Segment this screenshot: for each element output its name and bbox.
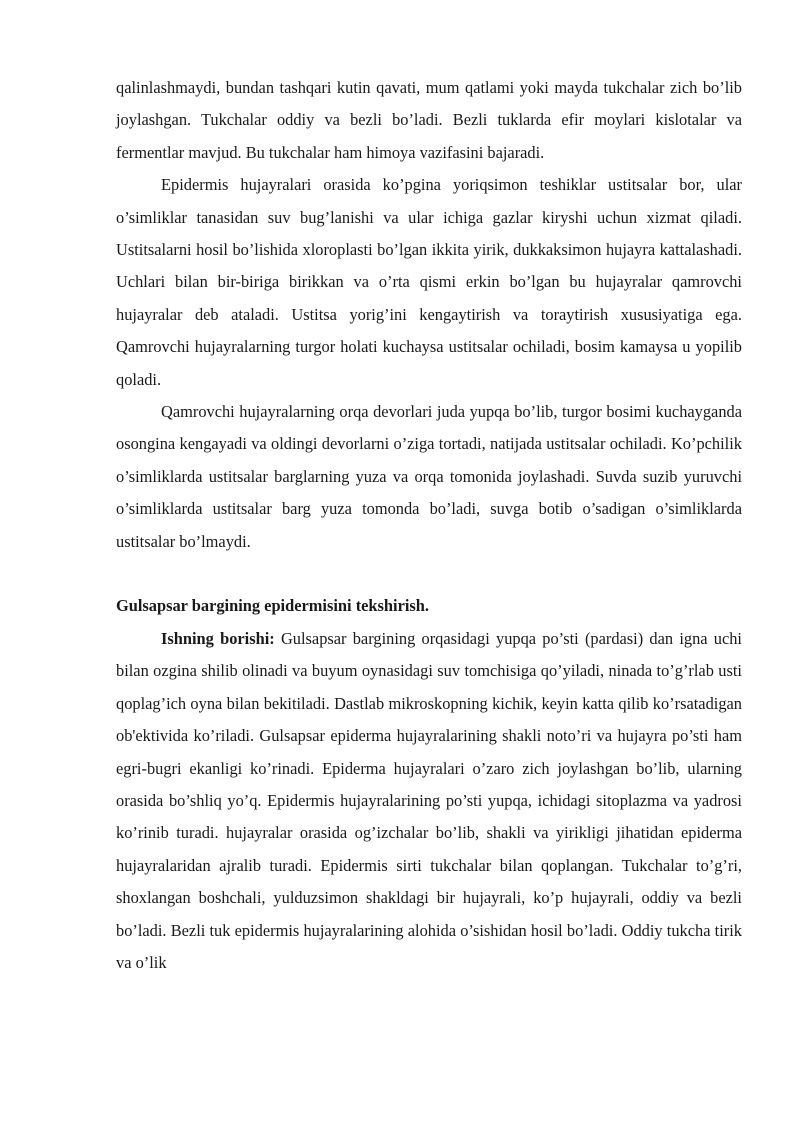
- paragraph-procedure: [116, 623, 742, 979]
- paragraph-continuation: qalinlashmaydi, bundan tashqari kutin qavati, mum qatlami yoki mayda tukchalar zich bo’lib joylashgan. Tukchalar oddiy va bezli bo’ladi. Bezli tuklarda efir moylari kislotalar va fermentlar mavjud. Bu tukchalar ham himoya vazifasini bajaradi.: [116, 78, 742, 162]
- paragraph-guard-cells: Qamrovchi hujayralarning orqa devorlari juda yupqa bo’lib, turgor bosimi kuchayganda osongina kengayadi va oldingi devorlarni o’ziga tortadi, natijada ustitsalar ochiladi. Ko’pchilik o’simliklarda ustitsalar barglarning yuza va orqa tomonida joylashadi. Suvda suzib yuruvchi o’simliklarda ustitsalar barg yuza tomonda bo’ladi, suvga botib o’sadigan o’simliklarda ustitsalar bo’lmaydi.: [116, 402, 742, 551]
- procedure-text: Gulsapsar bargining orqasidagi yupqa po’sti (pardasi) dan igna uchi bilan ozgina shilib olinadi va buyum oynasidagi suv tomchisiga qo’yiladi, ninada to’g’rlab usti qoplag’ich oyna bilan bekitiladi. Dastlab mikroskopning kichik, keyin katta qilib ko’rsatadigan ob'ektivida ko’riladi. Gulsapsar epiderma hujayralarining shakli noto’ri va hujayra po’sti ham egri-bugri ekanligi ko’rinadi. Epiderma hujayralari o’zaro zich joylashgan bo’lib, ularning orasida bo’shliq yo’q. Epidermis hujayralarining po’sti yupqa, ichidagi sitoplazma va yadrosi ko’rinib turadi. hujayralar orasida og’izchalar bo’lib, shakli va yirikligi jihatidan epiderma hujayralaridan ajralib turadi. Epidermis sirti tukchalar bilan qoplangan. Tukchalar to’g’ri, shoxlangan boshchali, yulduzsimon shakldagi bir hujayrali, ko’p hujayrali, oddiy va bezli bo’ladi. Bezli tuk epidermis hujayralarining alohida o’sishidan hosil bo’ladi. Oddiy tukcha tirik va o’lik: [116, 628, 742, 972]
- blank-line: [116, 558, 742, 590]
- document-page: [116, 72, 742, 979]
- procedure-lead-label: Ishning borishi:: [161, 628, 275, 648]
- section-heading: Gulsapsar bargining epidermisini tekshirish.: [116, 596, 430, 616]
- paragraph-epidermis-stomata: Epidermis hujayralari orasida ko’pgina yoriqsimon teshiklar ustitsalar bor, ular o’simliklar tanasidan suv bug’lanishi va ular ichiga gazlar kiryshi uchun xizmat qiladi. Ustitsalarni hosil bo’lishida xloroplasti bo’lgan ikkita yirik, dukkaksimon hujayra kattalashadi. Uchlari bilan bir-biriga birikkan va o’rta qismi erkin bo’lgan bu hujayralar qamrovchi hujayralar deb ataladi. Ustitsa yorig’ini kengaytirish va toraytirish xususiyatiga ega. Qamrovchi hujayralarning turgor holati kuchaysa ustitsalar ochiladi, bosim kamaysa u yopilib qoladi.: [116, 175, 742, 389]
